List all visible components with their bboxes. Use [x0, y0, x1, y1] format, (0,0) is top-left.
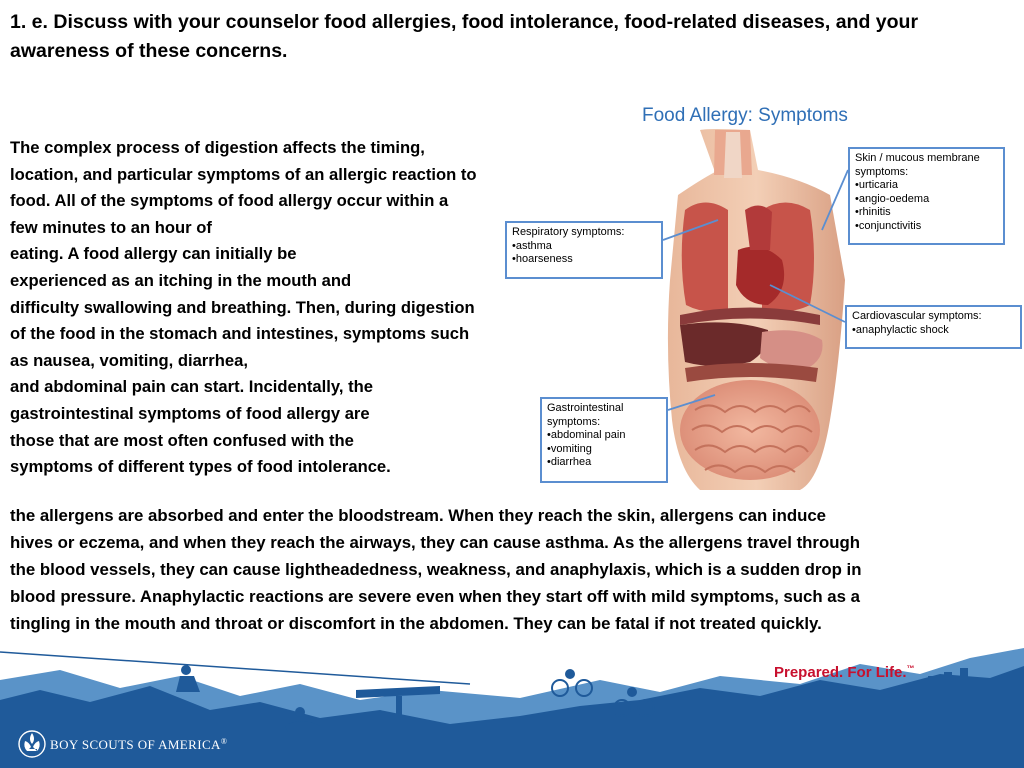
callout-line: Skin / mucous membrane [855, 152, 980, 164]
callout-line: symptoms: [547, 415, 601, 428]
tagline-text: Prepared. For Life. [774, 664, 907, 681]
body-paragraph [10, 502, 1018, 637]
org-name: BOY SCOUTS OF AMERICA [50, 737, 221, 752]
slide-title: 1. e. Discuss with your counselor food allergies, food intolerance, food-related diseases, and your awareness of these concerns. [10, 11, 919, 62]
skin-symptoms-callout [848, 147, 1005, 245]
registered-mark: ® [220, 737, 228, 746]
callout-line: Respiratory symptoms: [512, 226, 625, 238]
lead-line: those that are most often confused with the [10, 430, 354, 450]
callout-line: •diarrhea [547, 456, 592, 468]
lead-line: difficulty swallowing and breathing. Then, during digestion [10, 297, 475, 317]
food-allergy-figure [500, 100, 1024, 490]
lead-line: of the food in the stomach and intestines, symptoms such [10, 324, 470, 344]
trademark-mark: ™ [906, 664, 915, 673]
body-line: tingling in the mouth and throat or discomfort in the abdomen. They can be fatal if not treated quickly. [10, 614, 822, 633]
lead-line: gastrointestinal symptoms of food allergy are [10, 403, 370, 423]
callout-line: •vomiting [547, 442, 592, 455]
cardiovascular-symptoms-callout [845, 305, 1022, 349]
respiratory-symptoms-callout [505, 221, 663, 279]
callout-line: •urticaria [855, 179, 898, 191]
lead-line: location, and particular symptoms of an allergic reaction to [10, 164, 477, 184]
callout-line: •hoarseness [512, 253, 573, 265]
lead-line: eating. A food allergy can initially be [10, 244, 297, 264]
lead-line: experienced as an itching in the mouth and [10, 270, 352, 290]
callout-line: •anaphylactic shock [852, 323, 949, 336]
callout-line: •abdominal pain [547, 429, 626, 441]
callout-line: symptoms: [855, 165, 909, 178]
callout-line: Gastrointestinal [547, 402, 624, 414]
gastrointestinal-symptoms-callout [540, 397, 668, 483]
lead-line: food. All of the symptoms of food allergy occur within a [10, 191, 449, 211]
callout-line: •asthma [512, 239, 552, 252]
lead-line: symptoms of different types of food intolerance. [10, 457, 391, 477]
prepared-for-life-tagline [774, 664, 915, 681]
bsa-wordmark [50, 737, 227, 753]
lead-line: and abdominal pain can start. Incidentally, the [10, 377, 373, 397]
body-line: hives or eczema, and when they reach the airways, they can cause asthma. As the allergens travel through [10, 533, 860, 552]
body-line: blood pressure. Anaphylactic reactions are severe even when they start off with mild symptoms, such as a [10, 587, 860, 606]
callout-line: •rhinitis [855, 206, 891, 218]
body-line: the allergens are absorbed and enter the bloodstream. When they reach the skin, allergens can induce [10, 506, 826, 525]
callout-line: Cardiovascular symptoms: [852, 310, 982, 322]
callout-line: •conjunctivitis [855, 219, 922, 232]
bsa-fleur-de-lis-logo [18, 729, 46, 759]
lead-line: The complex process of digestion affects the timing, [10, 138, 425, 157]
callout-line: •angio-oedema [855, 192, 930, 205]
lead-line: as nausea, vomiting, diarrhea, [10, 350, 248, 370]
lead-line: few minutes to an hour of [10, 217, 212, 237]
body-line: the blood vessels, they can cause lightheadedness, weakness, and anaphylaxis, which is a sudden drop in [10, 560, 862, 579]
figure-title: Food Allergy: Symptoms [642, 105, 848, 126]
lead-paragraph [10, 135, 575, 481]
